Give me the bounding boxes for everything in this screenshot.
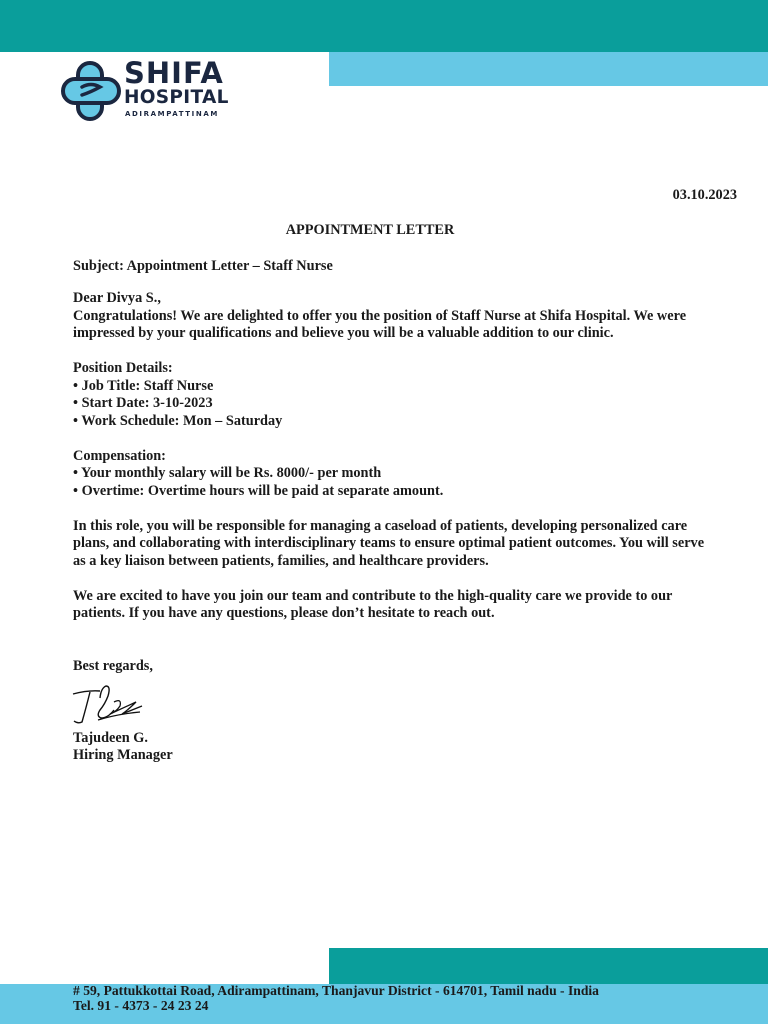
position-heading: Position Details: bbox=[73, 360, 173, 376]
closing-line: patients. If you have any questions, please don’t hesitate to reach out. bbox=[73, 605, 495, 621]
position-item: • Job Title: Staff Nurse bbox=[73, 377, 214, 394]
footer-telephone: Tel. 91 - 4373 - 24 23 24 bbox=[73, 998, 209, 1013]
logo-name: SHIFA bbox=[124, 56, 224, 90]
intro-line-2: impressed by your qualifications and believe you will be a valuable addition to our clinic. bbox=[73, 325, 614, 341]
compensation-heading: Compensation: bbox=[73, 447, 166, 464]
role-line: as a key liaison between patients, families, and healthcare providers. bbox=[73, 552, 489, 569]
compensation-item: • Overtime: Overtime hours will be paid at separate amount. bbox=[73, 482, 444, 499]
role-line: plans, and collaborating with interdisciplinary teams to ensure optimal patient outcomes. You will serve bbox=[73, 535, 705, 551]
header-teal-band bbox=[0, 0, 768, 52]
position-item: • Work Schedule: Mon – Saturday bbox=[73, 412, 283, 429]
intro-line-1: Congratulations! We are delighted to offer you the position of Staff Nurse at Shifa Hospital. We were bbox=[73, 307, 687, 324]
letter-subject: Subject: Appointment Letter – Staff Nurse bbox=[73, 258, 333, 274]
salutation: Dear Divya S., bbox=[73, 290, 161, 306]
role-line: In this role, you will be responsible for managing a caseload of patients, developing personalized care bbox=[73, 517, 688, 534]
logo-subname: HOSPITAL bbox=[124, 87, 229, 108]
signer-title: Hiring Manager bbox=[73, 747, 173, 763]
footer-teal-band bbox=[329, 948, 768, 984]
regards: Best regards, bbox=[73, 657, 153, 674]
header-sky-band bbox=[329, 52, 768, 86]
letter-date: 03.10.2023 bbox=[672, 187, 737, 203]
signature-image bbox=[70, 680, 150, 728]
letter-title: APPOINTMENT LETTER bbox=[285, 222, 455, 238]
logo-location: ADIRAMPATTINAM bbox=[125, 110, 219, 118]
signer-name: Tajudeen G. bbox=[73, 730, 148, 746]
compensation-item: • Your monthly salary will be Rs. 8000/- per month bbox=[73, 465, 382, 481]
footer-address: # 59, Pattukkottai Road, Adirampattinam, Thanjavur District - 614701, Tamil nadu - India bbox=[73, 983, 599, 998]
medical-cross-icon bbox=[60, 60, 122, 122]
hospital-logo bbox=[60, 56, 230, 126]
position-item: • Start Date: 3-10-2023 bbox=[73, 395, 213, 411]
letter-body bbox=[73, 290, 753, 675]
closing-line: We are excited to have you join our team and contribute to the high-quality care we provide to our bbox=[73, 587, 673, 604]
